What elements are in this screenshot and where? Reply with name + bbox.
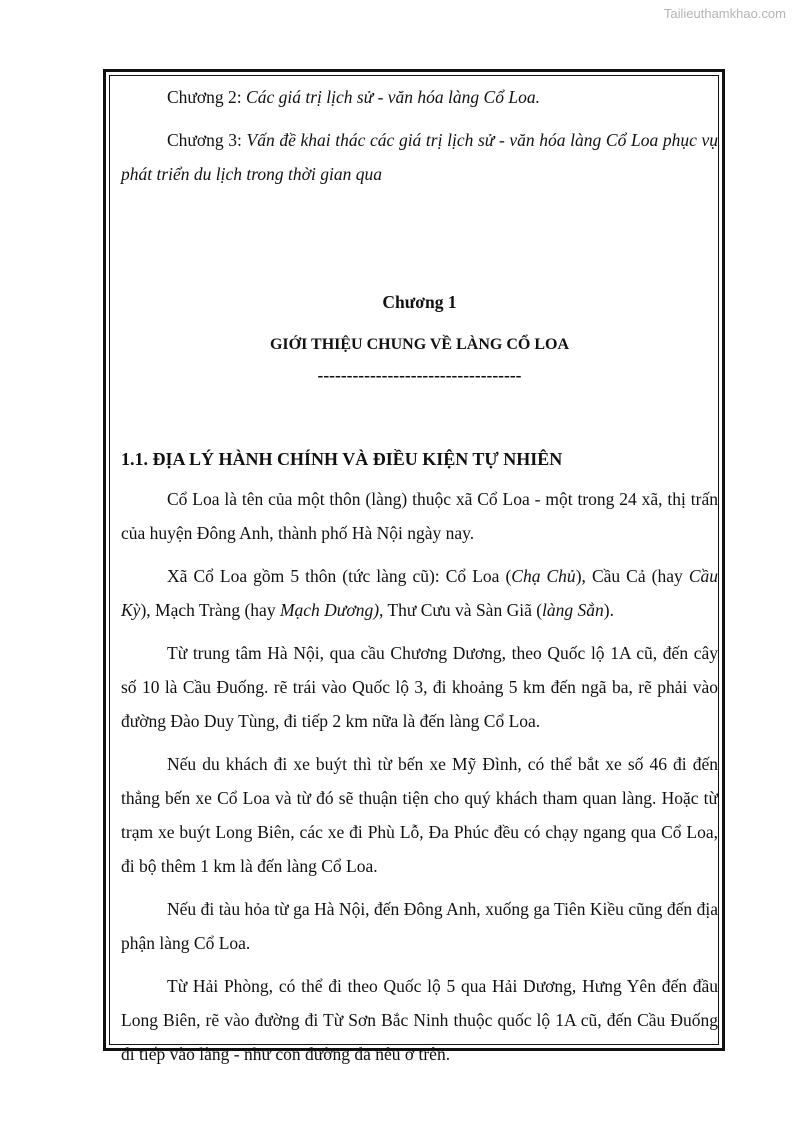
paragraph-2 xyxy=(121,559,718,627)
paragraph-1: Cổ Loa là tên của một thôn (làng) thuộc xã Cổ Loa - một trong 24 xã, thị trấn của huyện Đông Anh, thành phố Hà Nội ngày nay. xyxy=(121,489,718,543)
paragraph-3: Từ trung tâm Hà Nội, qua cầu Chương Dương, theo Quốc lộ 1A cũ, đến cây số 10 là Cầu Đuống. rẽ trái vào Quốc lộ 3, đi khoảng 5 km đến ngã ba, rẽ phải vào đường Đào Duy Tùng, đi tiếp 2 km nữa là đến làng Cổ Loa. xyxy=(121,643,718,731)
paragraph-2-text-c: ), Mạch Tràng (hay xyxy=(140,600,280,620)
paragraph-2-italic-4: làng Sẳn xyxy=(542,600,604,620)
paragraph-5: Nếu đi tàu hỏa từ ga Hà Nội, đến Đông Anh, xuống ga Tiên Kiều cũng đến địa phận làng Cổ Loa. xyxy=(121,899,718,953)
chapter-2-label: Chương 2: xyxy=(167,87,247,107)
paragraph-2-italic-2: Cầu Kỳ xyxy=(121,566,718,620)
chapter-label: Chương 1 xyxy=(382,292,457,312)
chapter-title: GIỚI THIỆU CHUNG VỀ LÀNG CỔ LOA xyxy=(269,336,569,353)
paragraph-2-italic-1: Chạ Chủ xyxy=(511,566,576,586)
paragraph-2-text-e: ). xyxy=(603,600,614,620)
chapter-3-title: Vấn đề khai thác các giá trị lịch sử - văn hóa làng Cổ Loa phục vụ phát triển du lịch trong thời gian qua xyxy=(121,130,719,184)
paragraph-4: Nếu du khách đi xe buýt thì từ bến xe Mỹ Đình, có thể bắt xe số 46 đi đến thẳng bến xe Cổ Loa và từ đó sẽ thuận tiện cho quý khách tham quan làng. Hoặc từ trạm xe buýt Long Biên, các xe đi Phù Lỗ, Đa Phúc đều có chạy ngang qua Cổ Loa, đi bộ thêm 1 km là đến làng Cổ Loa. xyxy=(121,754,718,876)
chapter-2-title: Các giá trị lịch sử - văn hóa làng Cổ Loa. xyxy=(246,87,540,107)
paragraph-2-text-a: Xã Cổ Loa gồm 5 thôn (tức làng cũ): Cổ Loa ( xyxy=(167,566,512,586)
paragraph-2-text-b: ), Cầu Cả (hay xyxy=(575,566,689,586)
chapter-3-label: Chương 3: xyxy=(167,130,247,150)
chapter-divider: ----------------------------------- xyxy=(317,365,522,385)
paragraph-2-italic-3: Mạch Dương), xyxy=(279,600,384,620)
section-heading: 1.1. ĐỊA LÝ HÀNH CHÍNH VÀ ĐIỀU KIỆN TỰ NHIÊN xyxy=(121,449,563,469)
page-frame xyxy=(103,69,725,1064)
page-frame-inner xyxy=(109,75,719,1064)
paragraph-2-text-d: Thư Cưu và Sàn Giã ( xyxy=(383,600,543,620)
watermark: Tailieuthamkhao.com xyxy=(663,6,786,21)
chapter-3-line xyxy=(121,123,718,191)
page-content xyxy=(121,76,718,1071)
chapter-2-line xyxy=(121,80,718,114)
paragraph-6: Từ Hải Phòng, có thể đi theo Quốc lộ 5 qua Hải Dương, Hưng Yên đến đầu Long Biên, rẽ vào đường đi Từ Sơn Bắc Ninh thuộc quốc lộ 1A cũ, đến Cầu Đuống đi tiếp vào làng - như con đường đã nêu ở trên. xyxy=(121,976,718,1064)
